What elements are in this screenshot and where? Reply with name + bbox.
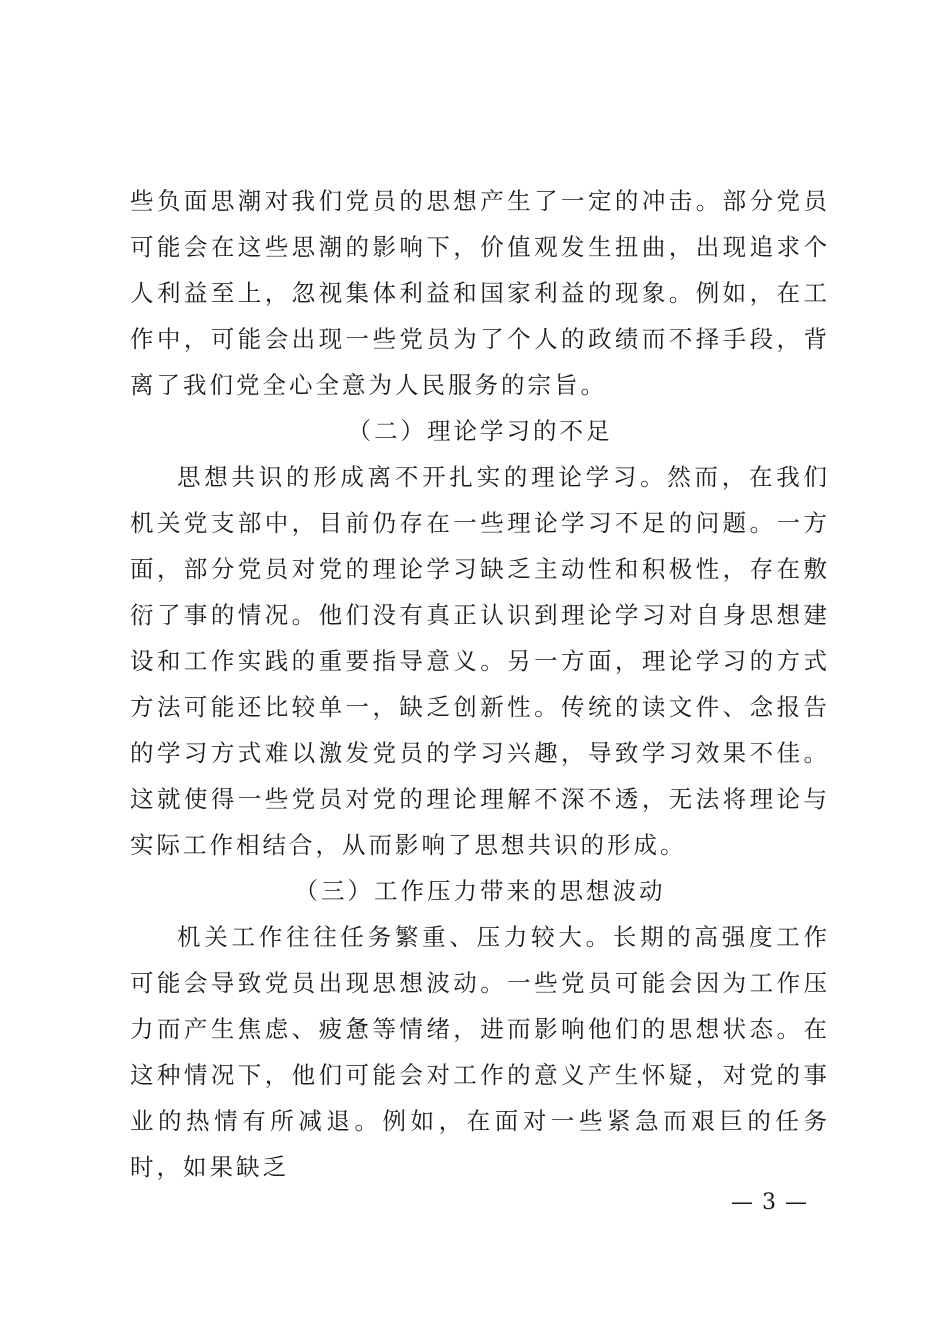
page-number: — 3 — <box>731 1190 808 1215</box>
paragraph-continuation: 些负面思潮对我们党员的思想产生了一定的冲击。部分党员可能会在这些思潮的影响下，价值观发生扭曲，出现追求个人利益至上，忽视集体利益和国家利益的现象。例如，在工作中，可能会出现一些党员为了个人的政绩而不择手段，背离了我们党全心全意为人民服务的宗旨。 <box>130 187 830 399</box>
section-heading-2: （二）理论学习的不足 <box>347 417 613 445</box>
paragraph-work-pressure: 机关工作往往任务繁重、压力较大。长期的高强度工作可能会导致党员出现思想波动。一些党员可能会因为工作压力而产生焦虑、疲惫等情绪，进而影响他们的思想状态。在这种情况下，他们可能会对工作的意义产生怀疑，对党的事业的热情有所减退。例如，在面对一些紧急而艰巨的任务时，如果缺乏 <box>130 923 830 1181</box>
paragraph-theory-study: 思想共识的形成离不开扎实的理论学习。然而，在我们机关党支部中，目前仍存在一些理论学习不足的问题。一方面，部分党员对党的理论学习缺乏主动性和积极性，存在敷衍了事的情况。他们没有真正认识到理论学习对自身思想建设和工作实践的重要指导意义。另一方面，理论学习的方式方法可能还比较单一，缺乏创新性。传统的读文件、念报告的学习方式难以激发党员的学习兴趣，导致学习效果不佳。这就使得一些党员对党的理论理解不深不透，无法将理论与实际工作相结合，从而影响了思想共识的形成。 <box>130 463 830 859</box>
document-body <box>130 178 830 1190</box>
section-heading-3: （三）工作压力带来的思想波动 <box>294 877 666 905</box>
